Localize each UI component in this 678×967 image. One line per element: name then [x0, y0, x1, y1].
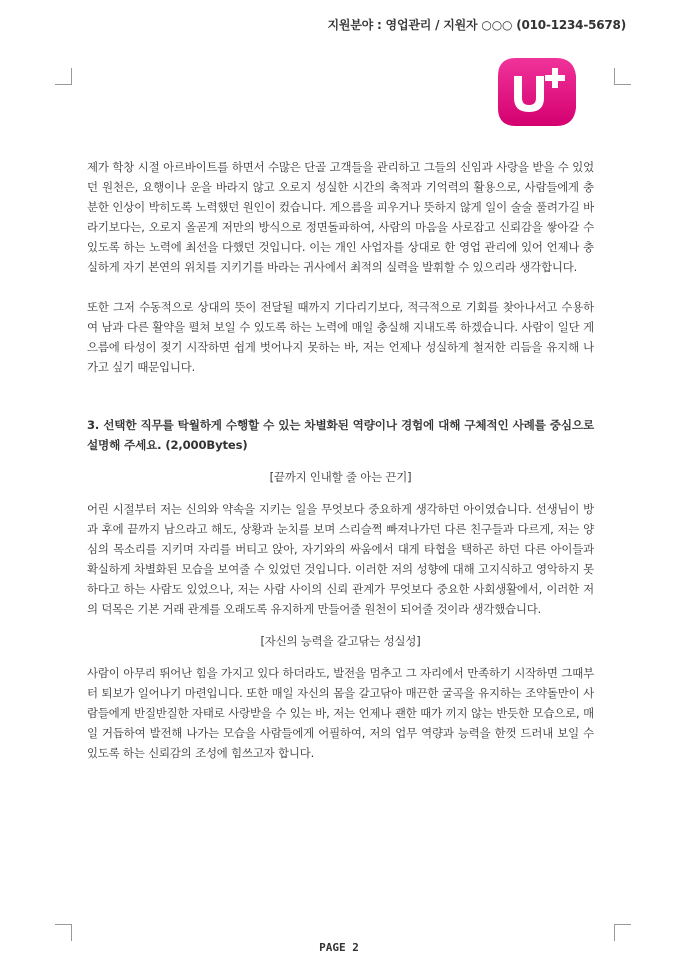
paragraph-2: 또한 그저 수동적으로 상대의 뜻이 전달될 때까지 기다리기보다, 적극적으로 기회를 찾아나서고 수용하여 남과 다른 활약을 펼쳐 보일 수 있도록 하는 노력에 매일 충실해 지내도록 하겠습니다. 사람이 일단 게으름에 타성이 젖기 시작하면 쉽게 벗어나지 못하는 바, 저는 언제나 성실하게 철저한 리듬을 유지해 나가고 싶기 때문입니다.	[87, 300, 594, 374]
paragraph-3: 어린 시절부터 저는 신의와 약속을 지키는 일을 무엇보다 중요하게 생각하던 아이였습니다. 선생님이 방과 후에 끝까지 남으라고 해도, 상황과 눈치를 보며 스리슬쩍 빠져나가던 다른 친구들과 다르게, 저는 양심의 목소리를 지키며 자리를 버티고 앉아, 자기와의 싸움에서 대게 타협을 택하곤 하던 다른 아이들과 확실하게 차별화된 모습을 보여줄 수 있었던 것입니다. 이러한 저의 성향에 대해 고지식하고 영악하지 못하다고 하는 사람도 있었으나, 저는 사람 사이의 신뢰 관계가 무엇보다 중요한 사회생활에서, 이러한 저의 덕목은 기본 거래 관계를 오래도록 유지하게 만들어줄 원천이 되어줄 것이라 생각했습니다.	[87, 502, 594, 616]
paragraph-1: 제가 학창 시절 아르바이트를 하면서 수많은 단골 고객들을 관리하고 그들의 신임과 사랑을 받을 수 있었던 원천은, 요행이나 운을 바라지 않고 오로지 성실한 시간의 축적과 기억력의 활용으로, 사람들에게 충분한 인상이 박히도록 노력했던 원인이 컸습니다. 게으름을 피우거나 뜻하지 않게 일이 술술 풀려가길 바라기보다는, 오로지 올곧게 저만의 방식으로 정면돌파하여, 사람의 마음을 사로잡고 신뢰감을 쌓아갈 수 있도록 하는 노력에 최선을 다했던 것입니다. 이는 개인 사업자를 상대로 한 영업 관리에 있어 언제나 충실하게 자기 본연의 위치를 지키기를 바라는 귀사에서 최적의 실력을 발휘할 수 있으리라 생각합니다.	[87, 160, 594, 274]
crop-mark-bottom-right	[614, 924, 631, 941]
crop-mark-top-left	[55, 68, 72, 85]
header-applicant-info: 지원분야 : 영업관리 / 지원자 ○○○ (010-1234-5678)	[327, 18, 626, 32]
u-plus-logo	[496, 54, 578, 130]
paragraph-4: 사람이 아무리 뛰어난 힘을 가지고 있다 하더라도, 발전을 멈추고 그 자리에서 만족하기 시작하면 그때부터 퇴보가 일어나기 마련입니다. 또한 매일 자신의 몸을 갈고닦아 매끈한 굴곡을 유지하는 조약돌만이 사람들에게 반질반질한 자태로 사랑받을 수 있는 바, 저는 언제나 괜한 때가 끼지 않는 반듯한 모습으로, 매일 거듭하여 발전해 나가는 모습을 사람들에게 어필하여, 저의 업무 역량과 능력을 한껏 드러내 보일 수 있도록 하는 신뢰감의 조성에 힘쓰고자 합니다.	[87, 666, 594, 760]
crop-mark-top-right	[614, 68, 631, 85]
question-3-heading: 3. 선택한 직무를 탁월하게 수행할 수 있는 차별화된 역량이나 경험에 대해 구체적인 사례를 중심으로 설명해 주세요. (2,000Bytes)	[87, 418, 594, 452]
document-body	[87, 157, 594, 763]
page-number: PAGE 2	[319, 941, 359, 954]
section-subtitle-perseverance: [끝까지 인내할 줄 아는 끈기]	[269, 470, 412, 484]
section-subtitle-diligence: [자신의 능력을 갈고닦는 성실성]	[260, 634, 421, 648]
crop-mark-bottom-left	[55, 924, 72, 941]
